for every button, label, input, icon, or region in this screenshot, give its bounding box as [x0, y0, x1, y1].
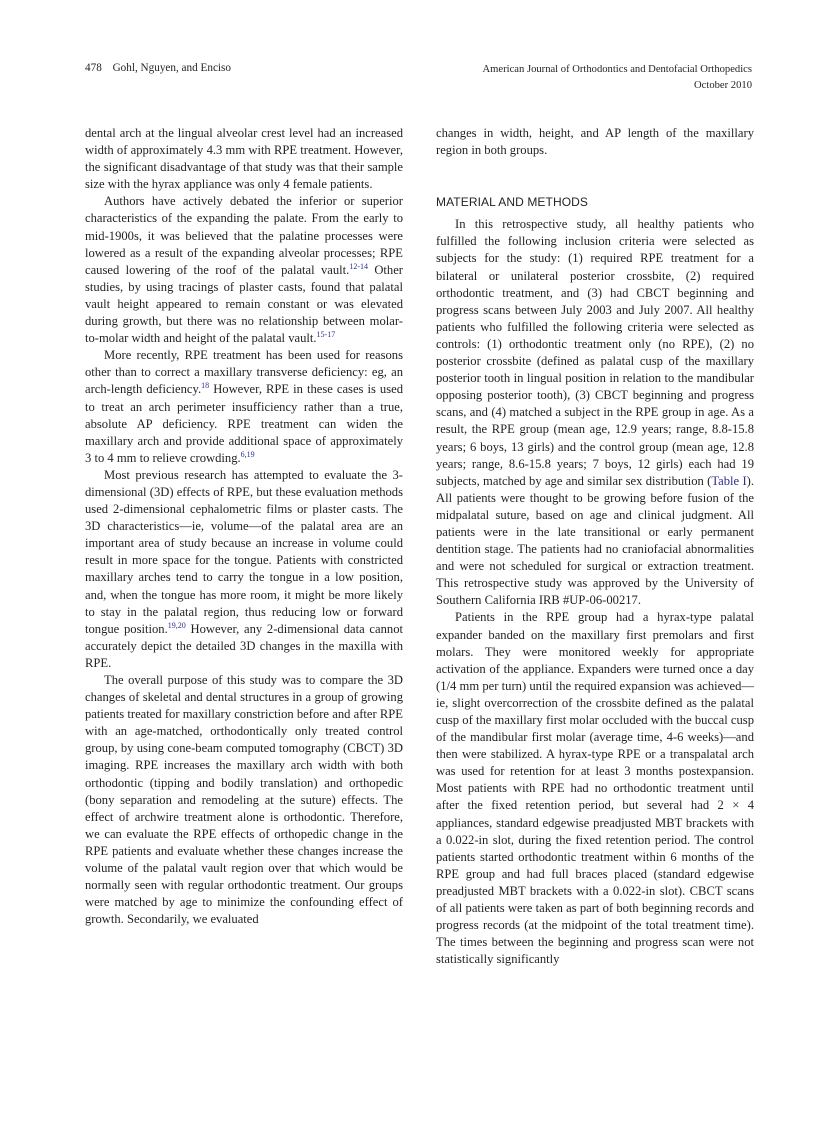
paragraph-text: Other studies, by using tracings of plaster casts, found that palatal vault height appeared to remain constant or was elevated during growth, but there was no relationship between molar-to-molar width and height of the palatal vault.	[85, 262, 403, 346]
header-right	[483, 62, 752, 94]
paragraph-text: Authors have actively debated the inferior or superior characteristics of the expanding the palate. From the early to mid-1900s, it was believed that the palatine processes were lowered as a result of the expanding alveolar processes; RPE caused lowering of the roof of the palatal vault.	[85, 194, 403, 277]
running-header	[85, 62, 752, 96]
paragraph	[85, 467, 403, 672]
paragraph	[85, 347, 403, 467]
citation-link[interactable]: 12-14	[349, 261, 368, 271]
citation-link[interactable]: 19,20	[167, 620, 186, 630]
citation-link[interactable]: 18	[201, 381, 210, 391]
paragraph: dental arch at the lingual alveolar crest level had an increased width of approximately 4.3 mm with RPE treatment. However, the significant disadvantage of that study was that their sample size with the hyrax appliance was only 4 female patients.	[85, 126, 403, 192]
right-column	[436, 125, 754, 968]
paragraph	[436, 216, 754, 609]
paragraph: The overall purpose of this study was to compare the 3D changes of skeletal and dental structures in a group of growing patients treated for maxillary constriction before and after RPE with an age-matched, orthodontically only treated control group, by using cone-beam computed tomography (CBCT) 3D imaging. RPE increases the maxillary arch width with both orthodontic (tipping and bodily translation) and orthopedic (bony separation and remodeling at the suture) effects. The effect of archwire treatment alone is orthodontic. Therefore, we can evaluate the RPE effects of orthopedic change in the RPE patients and evaluate whether these changes increase the volume of the palatal vault region over that which would be normally seen with regular orthodontic treatment. Our groups were matched by age to minimize the confounding effect of growth. Secondarily, we evaluated	[85, 673, 403, 927]
header-authors: Gohl, Nguyen, and Enciso	[112, 62, 231, 74]
citation-link[interactable]: 6,19	[240, 449, 255, 459]
page-number: 478	[85, 62, 102, 74]
issue-date: October 2010	[694, 80, 752, 91]
paragraph-text: Most previous research has attempted to evaluate the 3-dimensional (3D) effects of RPE, but these evaluation methods used 2-dimensional cephalometric films or plaster casts. The 3D characteristics—ie, volume—of the palatal area are an important area of study because an increase in volume could result in more space for the tongue. Patients with constricted maxillary arches tend to carry the tongue in a low position, and, when the tongue has more room, it might be more likely to stay in the palatal region, thus reducing low or forward tongue position.	[85, 467, 403, 636]
paragraph-text: However, RPE in these cases is used to treat an arch perimeter insufficiency rather than a true, absolute AP deficiency. RPE treatment can widen the maxillary arch and provide additional space of approximately 3 to 4 mm to relieve crowding.	[85, 382, 403, 465]
paragraph	[85, 193, 403, 347]
left-column	[85, 125, 403, 928]
paragraph: changes in width, height, and AP length of the maxillary region in both groups.	[436, 126, 754, 158]
citation-link[interactable]: 15-17	[316, 330, 336, 340]
paragraph-text: However, any 2-dimensional data cannot accurately depict the detailed 3D changes in the maxilla with RPE.	[85, 621, 403, 670]
table-link[interactable]: Table I	[711, 473, 747, 488]
paragraph-text: ). All patients were thought to be growing before fusion of the midpalatal suture, based on age and clinical judgment. All patients were in the late transitional or early permanent dentition stage. The patients had no craniofacial abnormalities and were not scheduled for surgical or extraction treatment. This retrospective study was approved by the University of Southern California IRB #UP-06-00217.	[436, 473, 754, 608]
journal-title: American Journal of Orthodontics and Dentofacial Orthopedics	[482, 64, 752, 75]
section-heading: MATERIAL AND METHODS	[436, 195, 589, 210]
paragraph-text: In this retrospective study, all healthy patients who fulfilled the following inclusion criteria were selected as subjects for the study: (1) required RPE treatment for a bilateral or unilateral posterior crossbite, (2) required orthodontic treatment, and (3) had CBCT beginning and progress scans between July 2003 and July 2007. All healthy patients who fulfilled the following criteria were selected as controls: (1) orthodontic treatment only (no RPE), (2) no posterior crossbite (defined as palatal cusp of the maxillary posterior tooth in lingual position in relation to the mandibular opposing posterior tooth), (3) CBCT beginning and progress scans, and (4) matched a subject in the RPE group in age. As a result, the RPE group (mean age, 12.9 years; range, 8.8-15.8 years; 6 boys, 13 girls) and the control group (mean age, 12.8 years; range, 8.6-15.8 years; 7 boys, 12 girls) each had 19 subjects, matched by age and similar sex distribution (	[436, 217, 754, 488]
header-left	[85, 62, 231, 74]
paragraph-text: More recently, RPE treatment has been used for reasons other than to correct a maxillary transverse deficiency: eg, an arch-length deficiency.	[85, 348, 403, 397]
paragraph: Patients in the RPE group had a hyrax-type palatal expander banded on the maxillary first premolars and first molars. They were monitored weekly for appropriate activation of the appliance. Expanders were turned once a day (1/4 mm per turn) until the required expansion was achieved—ie, slight overcorrection of the crossbite defined as the palatal cusp of the maxillary first molar occluded with the buccal cusp of the mandibular first molar (average time, 4-6 weeks)—and then were stabilized. A hyrax-type RPE or a transpalatal arch was used for retention for at least 3 months postexpansion. Most patients with RPE had no orthodontic treatment until after the fixed retention period, but several had 2 × 4 appliances, standard edgewise preadjusted MBT brackets with a 0.022-in slot, during the fixed retention period. The control patients started orthodontic treatment within 6 months of the RPE group and had full braces placed (standard edgewise preadjusted MBT brackets with a 0.022-in slot). CBCT scans of all patients were taken as part of both beginning records and progress records (at the midpoint of the total treatment time). The times between the beginning and progress scan were not statistically significantly	[436, 610, 754, 967]
